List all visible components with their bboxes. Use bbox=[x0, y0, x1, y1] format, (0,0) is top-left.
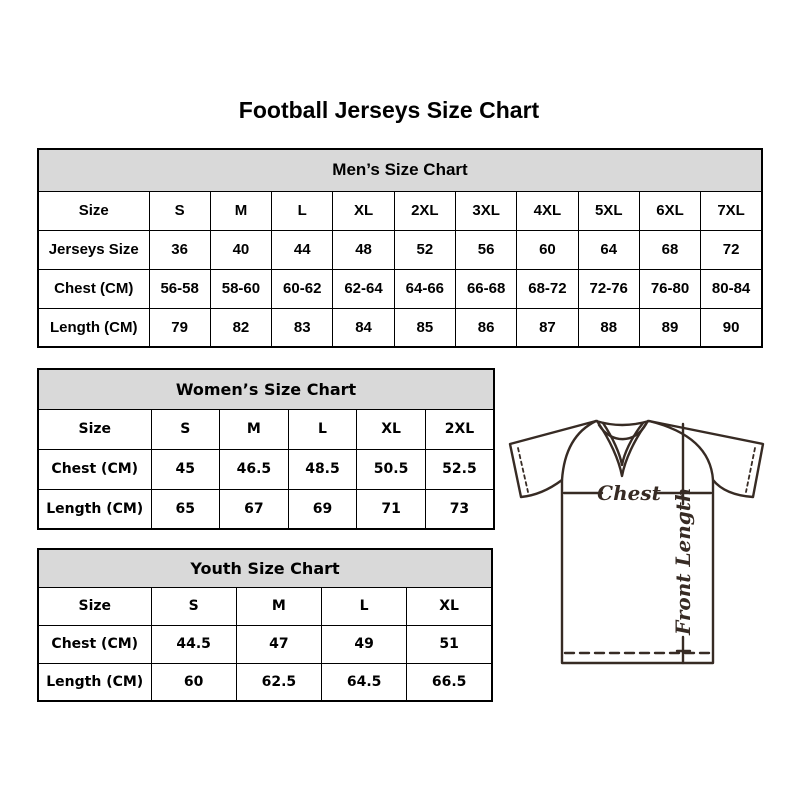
mens-value-cell: 82 bbox=[210, 308, 271, 347]
womens-size-header-cell: 2XL bbox=[425, 409, 494, 449]
youth-data-row bbox=[38, 663, 492, 701]
youth-data-row bbox=[38, 625, 492, 663]
womens-value-cell: 52.5 bbox=[425, 449, 494, 489]
womens-data-row bbox=[38, 449, 494, 489]
mens-data-row bbox=[38, 269, 762, 308]
womens-size-header-cell: S bbox=[151, 409, 220, 449]
womens-value-cell: 46.5 bbox=[220, 449, 289, 489]
youth-size-header-cell: L bbox=[322, 587, 407, 625]
jersey-outline bbox=[510, 421, 763, 663]
youth-value-cell: 49 bbox=[322, 625, 407, 663]
mens-value-cell: 76-80 bbox=[639, 269, 700, 308]
womens-caption: Women’s Size Chart bbox=[38, 369, 494, 409]
mens-value-cell: 52 bbox=[394, 230, 455, 269]
youth-size-header-cell: XL bbox=[407, 587, 492, 625]
mens-value-cell: 60-62 bbox=[272, 269, 333, 308]
jersey-measurement-diagram bbox=[506, 416, 766, 666]
mens-value-cell: 40 bbox=[210, 230, 271, 269]
jersey-collar-outer-v bbox=[597, 421, 648, 476]
womens-row-label: Chest (CM) bbox=[38, 449, 151, 489]
womens-value-cell: 50.5 bbox=[357, 449, 426, 489]
youth-size-header-cell: S bbox=[151, 587, 236, 625]
chest-label: Chest bbox=[597, 481, 661, 505]
womens-row-label: Length (CM) bbox=[38, 489, 151, 529]
womens-value-cell: 48.5 bbox=[288, 449, 357, 489]
womens-size-header-cell: L bbox=[288, 409, 357, 449]
mens-size-header-cell: 3XL bbox=[455, 191, 516, 230]
youth-header-row bbox=[38, 587, 492, 625]
mens-size-header-cell: XL bbox=[333, 191, 394, 230]
youth-size-table bbox=[37, 548, 493, 702]
mens-value-cell: 87 bbox=[517, 308, 578, 347]
mens-header-row bbox=[38, 191, 762, 230]
jersey-right-armhole-seam bbox=[649, 421, 713, 480]
mens-value-cell: 80-84 bbox=[701, 269, 762, 308]
youth-value-cell: 60 bbox=[151, 663, 236, 701]
womens-size-header-label: Size bbox=[38, 409, 151, 449]
mens-value-cell: 72 bbox=[701, 230, 762, 269]
youth-value-cell: 51 bbox=[407, 625, 492, 663]
mens-value-cell: 62-64 bbox=[333, 269, 394, 308]
mens-size-header-cell: 2XL bbox=[394, 191, 455, 230]
mens-size-header-label: Size bbox=[38, 191, 149, 230]
womens-size-table bbox=[37, 368, 495, 530]
mens-value-cell: 58-60 bbox=[210, 269, 271, 308]
mens-value-cell: 79 bbox=[149, 308, 210, 347]
front-length-label: Front Length bbox=[671, 487, 695, 635]
youth-caption-row bbox=[38, 549, 492, 587]
mens-data-row bbox=[38, 308, 762, 347]
mens-size-header-cell: 5XL bbox=[578, 191, 639, 230]
mens-value-cell: 86 bbox=[455, 308, 516, 347]
mens-value-cell: 85 bbox=[394, 308, 455, 347]
youth-size-header-label: Size bbox=[38, 587, 151, 625]
mens-size-header-cell: L bbox=[272, 191, 333, 230]
youth-value-cell: 66.5 bbox=[407, 663, 492, 701]
mens-value-cell: 64-66 bbox=[394, 269, 455, 308]
mens-size-header-cell: 6XL bbox=[639, 191, 700, 230]
womens-value-cell: 69 bbox=[288, 489, 357, 529]
mens-size-header-cell: 7XL bbox=[701, 191, 762, 230]
mens-size-table bbox=[37, 148, 763, 348]
mens-value-cell: 89 bbox=[639, 308, 700, 347]
mens-row-label: Length (CM) bbox=[38, 308, 149, 347]
womens-header-row bbox=[38, 409, 494, 449]
mens-value-cell: 36 bbox=[149, 230, 210, 269]
mens-value-cell: 90 bbox=[701, 308, 762, 347]
youth-row-label: Chest (CM) bbox=[38, 625, 151, 663]
mens-size-header-cell: S bbox=[149, 191, 210, 230]
youth-row-label: Length (CM) bbox=[38, 663, 151, 701]
womens-value-cell: 71 bbox=[357, 489, 426, 529]
youth-value-cell: 44.5 bbox=[151, 625, 236, 663]
mens-size-header-cell: 4XL bbox=[517, 191, 578, 230]
womens-value-cell: 65 bbox=[151, 489, 220, 529]
youth-caption: Youth Size Chart bbox=[38, 549, 492, 587]
mens-value-cell: 88 bbox=[578, 308, 639, 347]
mens-row-label: Jerseys Size bbox=[38, 230, 149, 269]
jersey-right-cuff-stitch bbox=[746, 448, 755, 492]
mens-value-cell: 44 bbox=[272, 230, 333, 269]
mens-value-cell: 56-58 bbox=[149, 269, 210, 308]
mens-caption: Men’s Size Chart bbox=[38, 149, 762, 191]
womens-size-header-cell: XL bbox=[357, 409, 426, 449]
mens-value-cell: 56 bbox=[455, 230, 516, 269]
mens-value-cell: 68-72 bbox=[517, 269, 578, 308]
youth-size-header-cell: M bbox=[236, 587, 321, 625]
youth-value-cell: 64.5 bbox=[322, 663, 407, 701]
mens-value-cell: 48 bbox=[333, 230, 394, 269]
womens-size-header-cell: M bbox=[220, 409, 289, 449]
womens-value-cell: 67 bbox=[220, 489, 289, 529]
mens-value-cell: 66-68 bbox=[455, 269, 516, 308]
womens-value-cell: 73 bbox=[425, 489, 494, 529]
mens-data-row bbox=[38, 230, 762, 269]
mens-caption-row bbox=[38, 149, 762, 191]
mens-value-cell: 64 bbox=[578, 230, 639, 269]
jersey-collar-inner-v bbox=[603, 423, 643, 465]
jersey-diagram-svg bbox=[506, 416, 766, 666]
mens-value-cell: 60 bbox=[517, 230, 578, 269]
mens-value-cell: 68 bbox=[639, 230, 700, 269]
womens-value-cell: 45 bbox=[151, 449, 220, 489]
mens-value-cell: 72-76 bbox=[578, 269, 639, 308]
mens-row-label: Chest (CM) bbox=[38, 269, 149, 308]
mens-value-cell: 84 bbox=[333, 308, 394, 347]
youth-value-cell: 47 bbox=[236, 625, 321, 663]
mens-size-header-cell: M bbox=[210, 191, 271, 230]
womens-caption-row bbox=[38, 369, 494, 409]
youth-value-cell: 62.5 bbox=[236, 663, 321, 701]
mens-value-cell: 83 bbox=[272, 308, 333, 347]
womens-data-row bbox=[38, 489, 494, 529]
page-title: Football Jerseys Size Chart bbox=[238, 97, 540, 123]
